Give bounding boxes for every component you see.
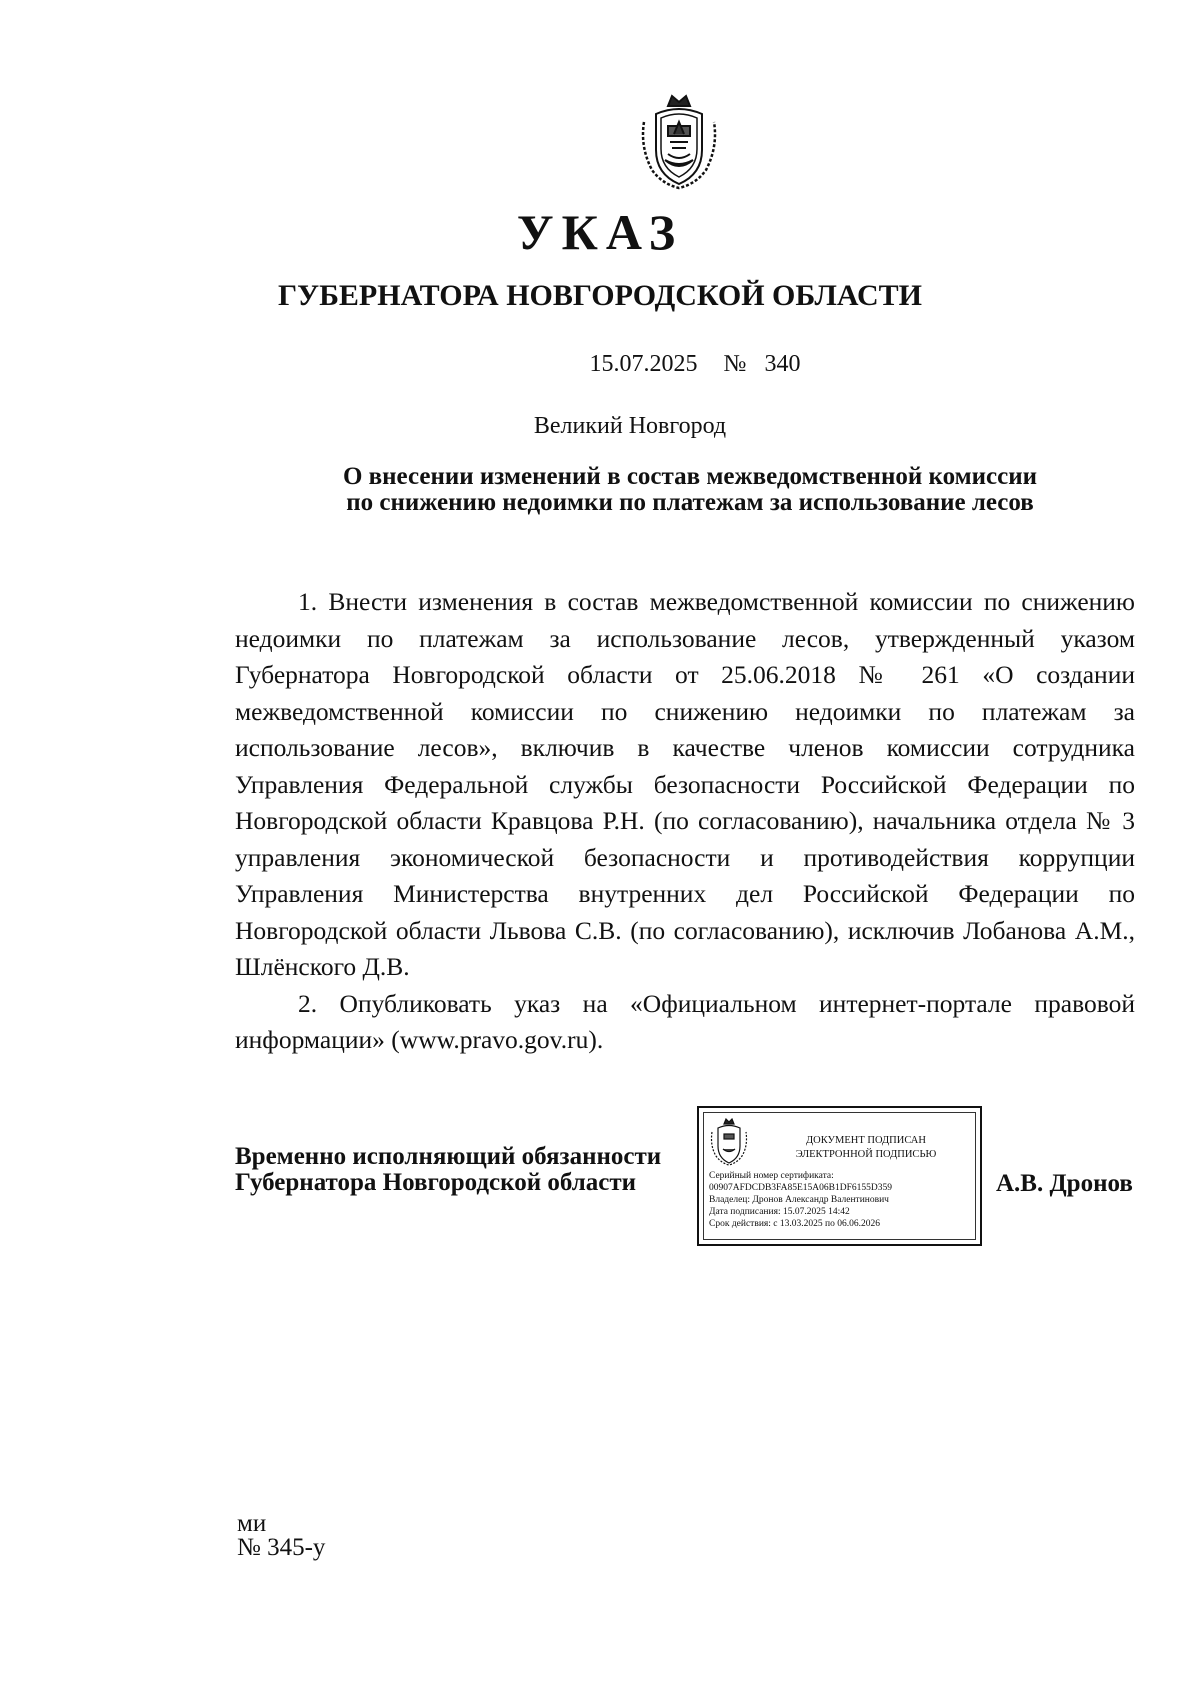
stamp-heading [771, 1134, 961, 1162]
stamp-owner: Владелец: Дронов Александр Валентинович [709, 1195, 889, 1205]
decree-subject [230, 464, 1150, 516]
registration-number: № 345-у [237, 1534, 326, 1561]
stamp-heading-line-1: ДОКУМЕНТ ПОДПИСАН [806, 1135, 926, 1146]
decree-body [235, 584, 1135, 1059]
document-title: УКАЗ [516, 204, 684, 260]
executor-initials: ми [237, 1510, 267, 1537]
subject-line-2: по снижению недоимки по платежам за использование лесов [346, 489, 1034, 516]
decree-date: 15.07.2025 [589, 351, 698, 377]
subject-line-1: О внесении изменений в состав межведомственной комиссии [342, 463, 1038, 490]
decree-date-number [575, 348, 815, 380]
coat-of-arms-icon [638, 92, 720, 192]
issuing-authority: ГУБЕРНАТОРА НОВГОРОДСКОЙ ОБЛАСТИ [277, 279, 923, 312]
signer-name: А.В. Дронов [996, 1170, 1133, 1197]
stamp-serial: 00907AFDCDB3FA85E15A06B1DF6155D359 [709, 1183, 892, 1193]
decree-city: Великий Новгород [533, 413, 727, 439]
signer-position-line-2: Губернатора Новгородской области [235, 1169, 637, 1196]
stamp-signed-date: Дата подписания: 15.07.2025 14:42 [709, 1207, 850, 1217]
electronic-signature-stamp [697, 1106, 982, 1246]
signer-position-line-1: Временно исполняющий обязанности [235, 1143, 662, 1170]
stamp-serial-label: Серийный номер сертификата: [709, 1171, 834, 1181]
stamp-coat-of-arms-icon [709, 1118, 749, 1166]
signer-position [235, 1144, 695, 1196]
number-sign: № [723, 351, 747, 377]
stamp-validity: Срок действия: с 13.03.2025 по 06.06.2026 [709, 1219, 880, 1229]
document-registration-code [237, 1512, 325, 1560]
paragraph-1: 1. Внести изменения в состав межведомственной комиссии по снижению недоимки по платежам за использование лесов, утвержденный указом Губернатора Новгородской области от 25.06.2018 № 261 «О создании межведомственной комиссии по снижению недоимки по платежам за использование лесов», включив в качестве членов комиссии сотрудника Управления Федеральной службы безопасности Российской Федерации по Новгородской области Кравцова Р.Н. (по согласованию), начальника отдела № 3 управления экономической безопасности и противодействия коррупции Управления Министерства внутренних дел Российской Федерации по Новгородской области Львова С.В. (по согласованию), исключив Лобанова А.М., Шлёнского Д.В. [235, 587, 1135, 981]
stamp-heading-line-2: ЭЛЕКТРОННОЙ ПОДПИСЬЮ [795, 1149, 937, 1160]
paragraph-2: 2. Опубликовать указ на «Официальном интернет-портале правовой информации» (www.pravo.gov.ru). [235, 988, 1135, 1054]
decree-number: 340 [764, 351, 801, 377]
